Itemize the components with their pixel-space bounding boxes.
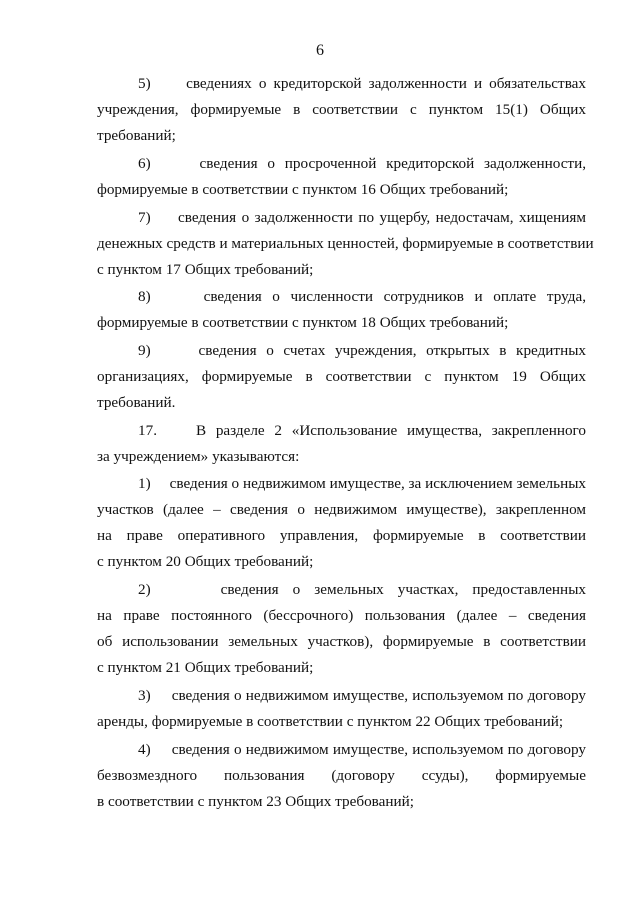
text-line: на праве оперативного управления, формируемые в соответствии: [97, 527, 586, 544]
text-line: 2) сведения о земельных участках, предоставленных: [138, 581, 586, 598]
text-line: 8) сведения о численности сотрудников и оплате труда,: [138, 288, 586, 305]
text-line: с пунктом 20 Общих требований;: [97, 553, 314, 570]
text-line: 3) сведения о недвижимом имуществе, используемом по договору: [138, 687, 586, 704]
text-line: 9) сведения о счетах учреждения, открытых в кредитных: [138, 342, 586, 359]
text-line: 6) сведения о просроченной кредиторской задолженности,: [138, 155, 586, 172]
text-line: на праве постоянного (бессрочного) пользования (далее – сведения: [97, 607, 586, 624]
text-line: 4) сведения о недвижимом имуществе, используемом по договору: [138, 741, 586, 758]
text-line: формируемые в соответствии с пунктом 16 Общих требований;: [97, 181, 509, 198]
text-line: 17. В разделе 2 «Использование имущества, закрепленного: [138, 422, 586, 439]
text-line: учреждения, формируемые в соответствии с пунктом 15(1) Общих: [97, 101, 586, 118]
text-line: организациях, формируемые в соответствии с пунктом 19 Общих: [97, 368, 586, 385]
text-line: участков (далее – сведения о недвижимом имуществе), закрепленном: [97, 501, 586, 518]
text-line: с пунктом 21 Общих требований;: [97, 659, 314, 676]
text-line: за учреждением» указываются:: [97, 448, 300, 465]
text-line: 1) сведения о недвижимом имуществе, за исключением земельных: [138, 475, 586, 492]
text-line: формируемые в соответствии с пунктом 18 Общих требований;: [97, 314, 509, 331]
page-number: 6: [316, 42, 324, 59]
text-line: требований.: [97, 394, 176, 411]
text-line: в соответствии с пунктом 23 Общих требований;: [97, 793, 414, 810]
text-line: денежных средств и материальных ценностей, формируемые в соответствии: [97, 235, 594, 252]
text-line: 5) сведениях о кредиторской задолженности и обязательствах: [138, 75, 586, 92]
text-line: с пунктом 17 Общих требований;: [97, 261, 314, 278]
text-line: 7) сведения о задолженности по ущербу, недостачам, хищениям: [138, 209, 586, 226]
text-line: аренды, формируемые в соответствии с пунктом 22 Общих требований;: [97, 713, 564, 730]
text-line: об использовании земельных участков), формируемые в соответствии: [97, 633, 586, 650]
text-line: требований;: [97, 127, 176, 144]
text-line: безвозмездного пользования (договору ссуды), формируемые: [97, 767, 586, 784]
